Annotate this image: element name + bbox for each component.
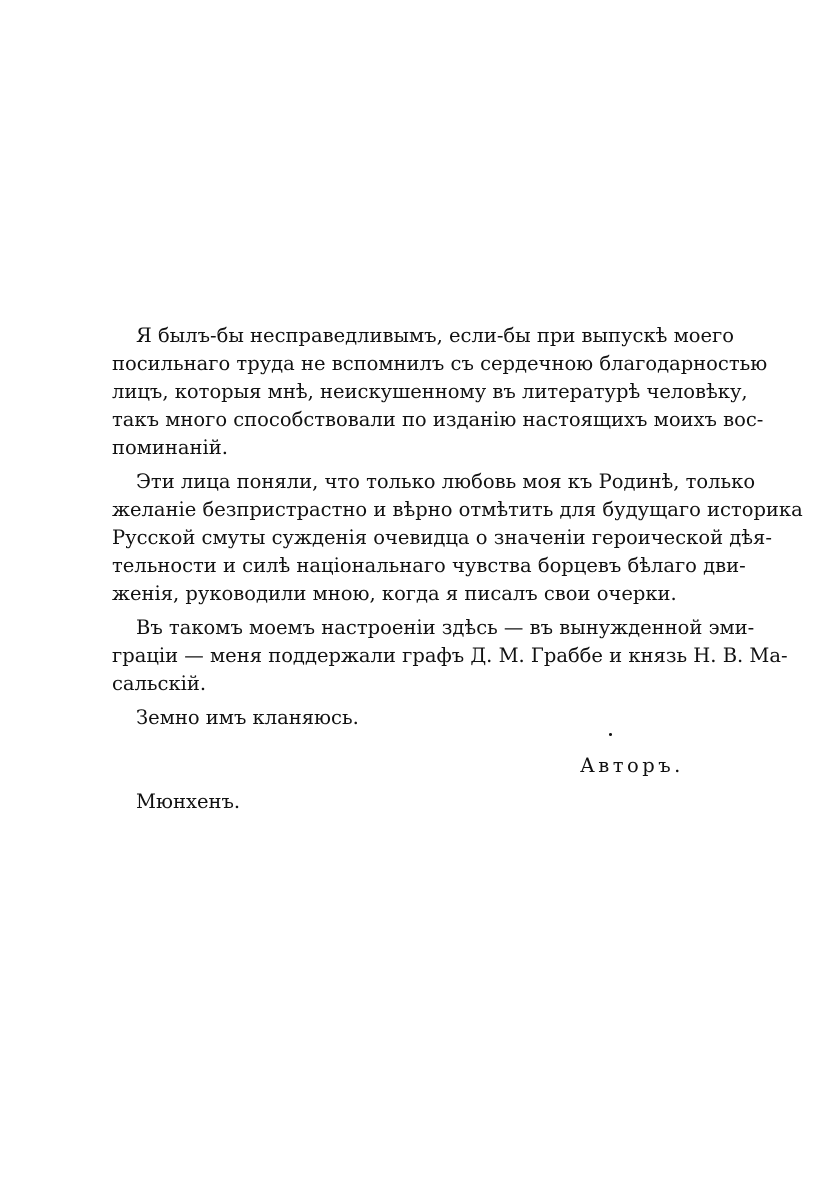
text-line: лицъ, которыя мнѣ, неискушенному въ литературѣ человѣку, — [112, 380, 748, 403]
text-line: Я былъ-бы несправедливымъ, если-бы при выпускѣ моего — [136, 324, 734, 347]
text-line: Въ такомъ моемъ настроеніи здѣсь — въ вынужденной эми- — [136, 616, 755, 639]
text-line: сальскій. — [112, 672, 207, 695]
text-line: желаніе безпристрастно и вѣрно отмѣтить для будущаго историка — [112, 498, 803, 521]
text-line: граціи — меня поддержали графъ Д. М. Граббе и князь Н. В. Ма- — [112, 644, 788, 667]
text-line: Русской смуты сужденія очевидца о значеніи героической дѣя- — [112, 526, 772, 549]
place-of-writing: Мюнхенъ. — [136, 790, 241, 813]
ink-dot — [609, 733, 612, 736]
text-line: такъ много способствовали по изданію настоящихъ моихъ вос- — [112, 408, 764, 431]
text-line: тельности и силѣ національнаго чувства борцевъ бѣлаго дви- — [112, 554, 746, 577]
text-line: посильнаго труда не вспомнилъ съ сердечною благодарностью — [112, 352, 768, 375]
text-line: Эти лица поняли, что только любовь моя къ Родинѣ, только — [136, 470, 756, 493]
paragraph-2 — [112, 468, 803, 608]
text-line: женія, руководили мною, когда я писалъ свои очерки. — [112, 582, 677, 605]
text-line: поминаній. — [112, 436, 228, 459]
author-signature: Авторъ. — [580, 754, 684, 777]
paragraph-3 — [112, 614, 788, 698]
text-line: Земно имъ кланяюсь. — [136, 706, 359, 729]
paragraph-1 — [112, 322, 768, 462]
paragraph-4 — [112, 704, 702, 732]
preface-text — [112, 322, 803, 738]
